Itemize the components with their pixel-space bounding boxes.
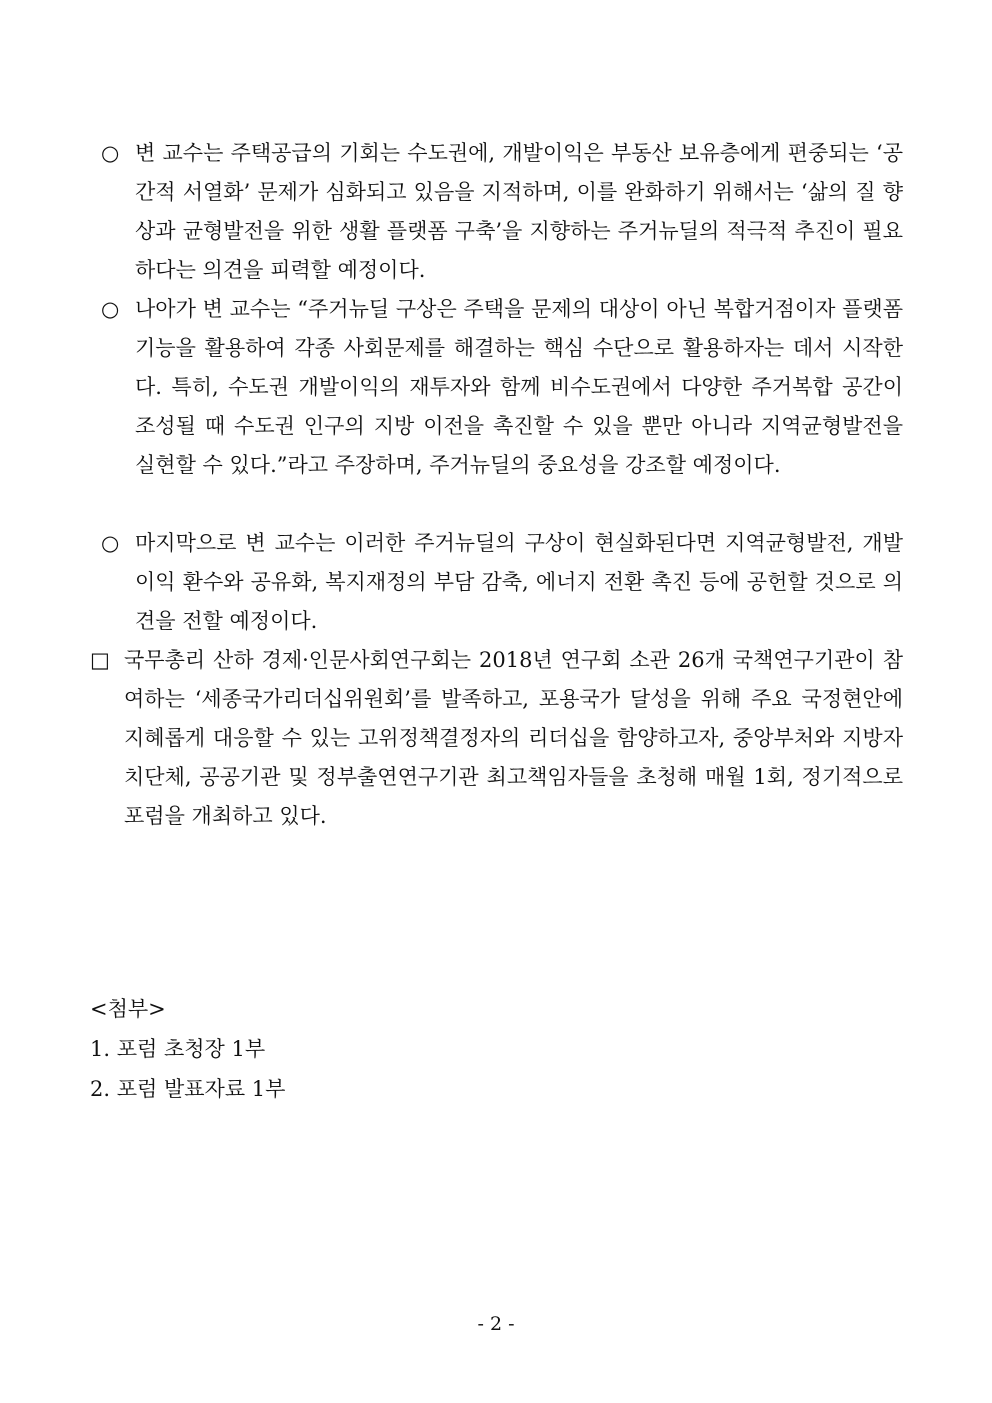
attachment-item: 2. 포럼 발표자료 1부 bbox=[90, 1077, 286, 1101]
paragraph-text: 국무총리 산하 경제·인문사회연구회는 2018년 연구회 소관 26개 국책연구기관이 참여하는 ‘세종국가리더십위원회’를 발족하고, 포용국가 달성을 위해 주요 국정현안에 지혜롭게 대응할 수 있는 고위정책결정자의 리더십을 함양하고자, 중앙부처와 지방자치단체, 공공기관 및 정부출연연구기관 최고책임자들을 초청해 매월 1회, 정기적으로 포럼을 개최하고 있다. bbox=[124, 648, 903, 828]
attachments-heading: <첨부> bbox=[90, 997, 166, 1021]
circle-bullet-icon: ○ bbox=[101, 141, 120, 165]
bullet-paragraph bbox=[101, 290, 903, 485]
bullet-paragraph bbox=[101, 524, 903, 641]
section-paragraph bbox=[90, 641, 903, 836]
attachment-item: 1. 포럼 초청장 1부 bbox=[90, 1037, 266, 1061]
paragraph-text: 나아가 변 교수는 “주거뉴딜 구상은 주택을 문제의 대상이 아닌 복합거점이자 플랫폼 기능을 활용하여 각종 사회문제를 해결하는 핵심 수단으로 활용하자는 데서 시작한다. 특히, 수도권 개발이익의 재투자와 함께 비수도권에서 다양한 주거복합 공간이 조성될 때 수도권 인구의 지방 이전을 촉진할 수 있을 뿐만 아니라 지역균형발전을 실현할 수 있다.”라고 주장하며, 주거뉴딜의 중요성을 강조할 예정이다. bbox=[135, 297, 903, 477]
bullet-paragraph bbox=[101, 134, 903, 290]
paragraph-text: 마지막으로 변 교수는 이러한 주거뉴딜의 구상이 현실화된다면 지역균형발전, 개발이익 환수와 공유화, 복지재정의 부담 감축, 에너지 전환 촉진 등에 공헌할 것으로 의견을 전할 예정이다. bbox=[135, 531, 903, 633]
paragraph-text: 변 교수는 주택공급의 기회는 수도권에, 개발이익은 부동산 보유층에게 편중되는 ‘공간적 서열화’ 문제가 심화되고 있음을 지적하며, 이를 완화하기 위해서는 ‘삶의 질 향상과 균형발전을 위한 생활 플랫폼 구축’을 지향하는 주거뉴딜의 적극적 추진이 필요하다는 의견을 피력할 예정이다. bbox=[135, 141, 903, 282]
circle-bullet-icon: ○ bbox=[101, 531, 120, 555]
circle-bullet-icon: ○ bbox=[101, 297, 120, 321]
page-number: - 2 - bbox=[477, 1313, 515, 1335]
square-bullet-icon: □ bbox=[90, 648, 110, 672]
